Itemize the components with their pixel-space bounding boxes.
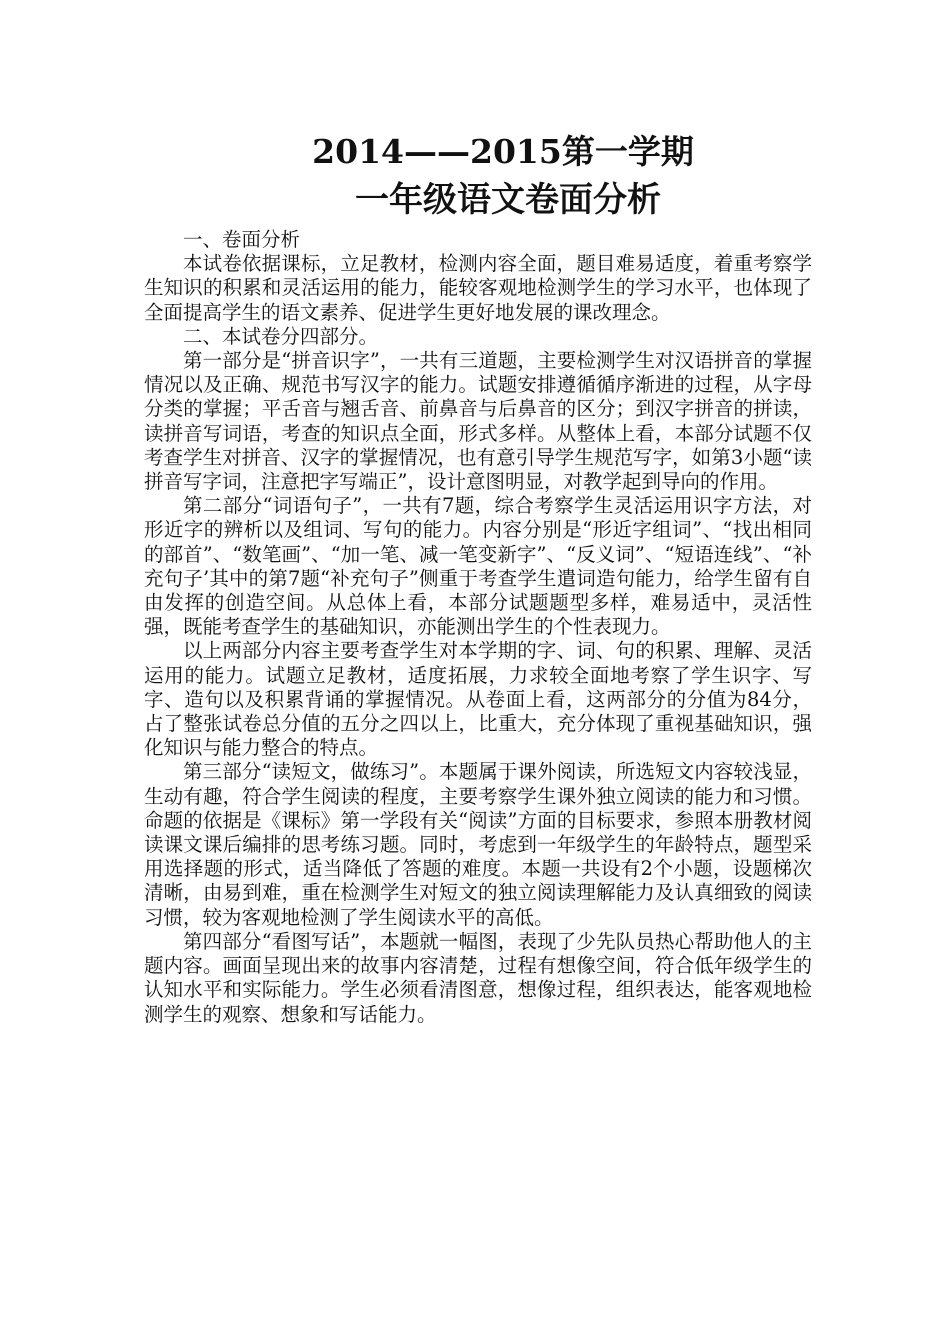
document-title-line1: 2014——2015第一学期	[312, 132, 694, 171]
section-heading-exam-analysis: 一、卷面分析	[183, 228, 301, 251]
paragraph-summary-parts-one-two: 以上两部分内容主要考查学生对本学期的字、词、句的积累、理解、灵活运用的能力。试题立足教材，适度拓展，力求较全面地考察了学生识字、写字、造句以及积累背诵的掌握情况。从卷面上看，这两部分的分值为84分，占了整张试卷总分值的五分之四以上，比重大，充分体现了重视基础知识，强化知识与能力整合的特点。	[144, 639, 812, 760]
document-title-line2: 一年级语文卷面分析	[355, 180, 661, 220]
paragraph-overview: 本试卷依据课标，立足教材，检测内容全面，题目难易适度，着重考察学生知识的积累和灵活运用的能力，能较客观地检测学生的学习水平，也体现了全面提高学生的语文素养、促进学生更好地发展的课改理念。	[144, 252, 812, 324]
paragraph-part-three: 第三部分“读短文，做练习”。本题属于课外阅读，所选短文内容较浅显，生动有趣，符合学生阅读的程度，主要考察学生课外独立阅读的能力和习惯。命题的依据是《课标》第一学段有关“阅读”方面的目标要求，参照本册教材阅读课文课后编排的思考练习题。同时，考虑到一年级学生的年龄特点，题型采用选择题的形式，适当降低了答题的难度。本题一共设有2个小题，设题梯次清晰，由易到难，重在检测学生对短文的独立阅读理解能力及认真细致的阅读习惯，较为客观地检测了学生阅读水平的高低。	[144, 760, 812, 929]
paragraph-part-one: 第一部分是“拼音识字”，一共有三道题，主要检测学生对汉语拼音的掌握情况以及正确、规范书写汉字的能力。试题安排遵循循序渐进的过程，从字母分类的掌握；平舌音与翘舌音、前鼻音与后鼻音的区分；到汉字拼音的拼读，读拼音写词语，考查的知识点全面，形式多样。从整体上看，本部分试题不仅考查学生对拼音、汉字的掌握情况，也有意引导学生规范写字，如第3小题“读拼音写字词，注意把字写端正”，设计意图明显，对教学起到导向的作用。	[144, 349, 812, 494]
document-body	[144, 228, 812, 1027]
paragraph-part-two: 第二部分“词语句子”，一共有7题，综合考察学生灵活运用识字方法，对形近字的辨析以及组词、写句的能力。内容分别是“形近字组词”、“找出相同的部首”、“数笔画”、“加一笔、减一笔变新字”、“反义词”、“短语连线”、“补充句子’其中的第7题“补充句子”侧重于考查学生遣词造句能力，给学生留有自由发挥的创造空间。从总体上看，本部分试题题型多样，难易适中，灵活性强，既能考查学生的基础知识，亦能测出学生的个性表现力。	[144, 494, 812, 639]
section-heading-four-parts: 二、本试卷分四部分。	[183, 324, 379, 348]
paragraph-part-four: 第四部分“看图写话”，本题就一幅图，表现了少先队员热心帮助他人的主题内容。画面呈现出来的故事内容清楚，过程有想像空间，符合低年级学生的认知水平和实际能力。学生必须看清图意，想像过程，组织表达，能客观地检测学生的观察、想象和写话能力。	[144, 929, 812, 1026]
document-page	[144, 128, 812, 1027]
